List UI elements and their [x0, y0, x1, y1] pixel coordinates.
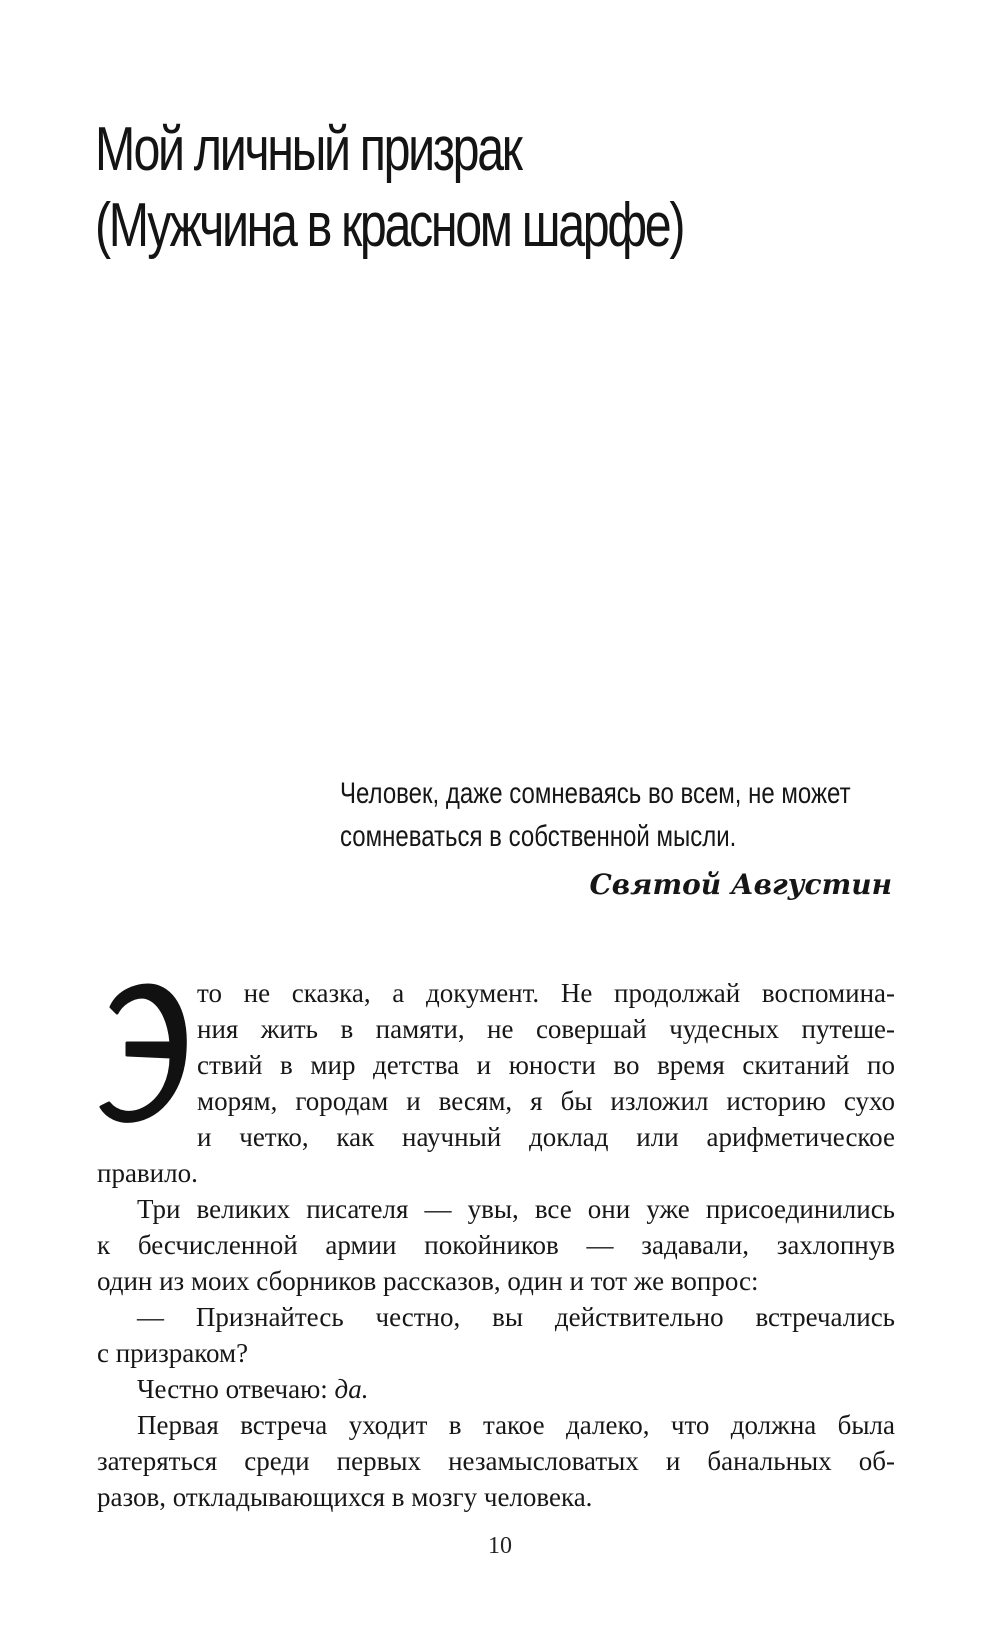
paragraph-5-line-2: затеряться среди первых незамысловатых и банальных об-: [97, 1446, 895, 1476]
paragraph-4-answer: да.: [334, 1374, 369, 1404]
paragraph-5: [97, 1407, 895, 1515]
body-text: [97, 975, 895, 1515]
paragraph-1-tail: правило.: [97, 1158, 198, 1188]
epigraph-line-2: сомневаться в собственной мысли.: [340, 820, 737, 853]
paragraph-3-line-2: с призраком?: [97, 1338, 249, 1368]
chapter-title-line-2: (Мужчина в красном шарфе): [95, 191, 684, 260]
chapter-title: [95, 112, 895, 264]
chapter-title-line-1: Мой личный призрак: [95, 115, 521, 184]
paragraph-1-line-2: ния жить в памяти, не совершай чудесных путеше-: [197, 1014, 895, 1044]
paragraph-1-line-3: ствий в мир детства и юности во время скитаний по: [197, 1050, 895, 1080]
paragraph-1-line-4: морям, городам и весям, я бы изложил историю сухо: [197, 1086, 895, 1116]
dropcap-letter: [97, 979, 189, 1127]
paragraph-5-line-3: разов, откладывающихся в мозгу человека.: [97, 1482, 593, 1512]
paragraph-3-line-1: — Признайтесь честно, вы действительно встречались: [137, 1302, 895, 1332]
paragraph-2: [97, 1191, 895, 1299]
epigraph-author: Святой Августин: [589, 868, 892, 901]
paragraph-4-line-1: [97, 1371, 895, 1407]
paragraph-1: [97, 975, 895, 1191]
paragraph-1-line-1: то не сказка, а документ. Не продолжай воспомина-: [197, 978, 895, 1008]
paragraph-2-line-3: один из моих сборников рассказов, один и тот же вопрос:: [97, 1266, 759, 1296]
paragraph-4: [97, 1371, 895, 1407]
dropcap-e-glyph: [97, 979, 189, 1127]
paragraph-2-line-1: Три великих писателя — увы, все они уже присоединились: [137, 1194, 895, 1224]
epigraph-line-1: Человек, даже сомневаясь во всем, не может: [340, 777, 851, 810]
page-number: 10: [488, 1533, 512, 1559]
paragraph-2-line-2: к бесчисленной армии покойников — задавали, захлопнув: [97, 1230, 895, 1260]
epigraph: [340, 772, 900, 902]
paragraph-3: [97, 1299, 895, 1371]
paragraph-4-prefix: Честно отвечаю:: [137, 1374, 335, 1404]
paragraph-5-line-1: Первая встреча уходит в такое далеко, что должна была: [137, 1410, 895, 1440]
paragraph-1-line-5: и четко, как научный доклад или арифметическое: [197, 1122, 895, 1152]
